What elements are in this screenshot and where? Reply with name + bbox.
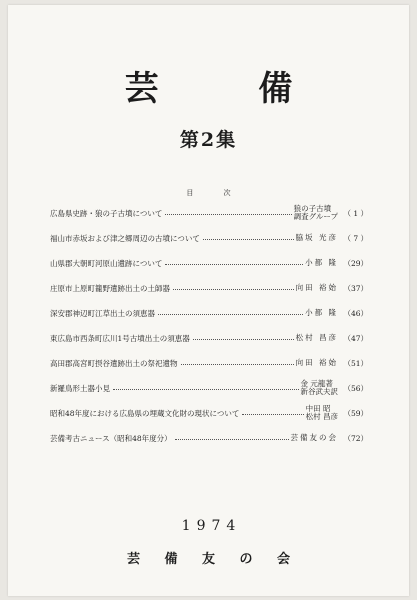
- author-name: 狼の子古墳: [293, 203, 332, 213]
- toc-entry: [50, 403, 368, 421]
- toc-entry: [50, 357, 368, 369]
- toc-entry: [50, 432, 368, 444]
- dot-leader: [242, 414, 303, 415]
- toc-entry: [50, 203, 368, 221]
- toc-entry-page: （72）: [343, 433, 368, 443]
- author-name: 松村 昌彦: [295, 332, 338, 342]
- dot-leader: [173, 289, 294, 290]
- toc-entry-title: 昭和48年度における広島県の埋蔵文化財の現状について: [50, 408, 240, 418]
- publication-year: 1974: [181, 518, 242, 534]
- journal-title: 芸 備: [124, 69, 337, 109]
- toc-heading: 目 次: [186, 189, 245, 197]
- table-of-contents: [50, 203, 368, 457]
- toc-entry: [50, 282, 368, 294]
- author-name: 向田 裕始: [295, 357, 338, 367]
- dot-leader: [165, 214, 291, 215]
- toc-entry-authors: [296, 284, 338, 293]
- toc-entry-title: 高田郡高宮町摂谷遺跡出土の祭祀遺物: [50, 358, 178, 368]
- toc-entry-page: （ 7 ）: [343, 233, 368, 243]
- toc-entry-page: （47）: [343, 333, 368, 343]
- toc-entry-page: （46）: [343, 308, 368, 318]
- toc-entry: [50, 307, 368, 319]
- toc-entry-title: 山県郡大朝町河原山遺跡について: [50, 258, 163, 268]
- author-name: 金 元龍著: [300, 378, 333, 388]
- author-name: 小都 隆: [305, 257, 338, 267]
- toc-entry-page: （ 1 ）: [343, 208, 368, 218]
- toc-entry-page: （59）: [343, 408, 368, 418]
- toc-entry-page: （37）: [343, 283, 368, 293]
- author-name: 脇坂 光彦: [295, 232, 338, 242]
- toc-entry: [50, 232, 368, 244]
- toc-entry-page: （56）: [343, 383, 368, 393]
- toc-entry-title: 福山市赤坂および津之郷周辺の古墳について: [50, 233, 200, 243]
- author-name: 松村 昌彦: [305, 412, 338, 421]
- toc-entry: [50, 378, 368, 396]
- toc-entry-authors: [291, 434, 339, 443]
- toc-entry: [50, 257, 368, 269]
- dot-leader: [181, 364, 294, 365]
- toc-entry-authors: [296, 234, 338, 243]
- toc-entry-title: 芸備考古ニュース（昭和48年度分）: [50, 433, 172, 443]
- author-name: 向田 裕始: [295, 282, 338, 292]
- toc-entry-authors: [306, 405, 338, 422]
- toc-entry-authors: [294, 205, 338, 222]
- toc-entry-title: 庄原市上原町籠野遺跡出土の土師器: [50, 283, 170, 293]
- author-name: 小都 隆: [305, 307, 338, 317]
- toc-entry-authors: [296, 334, 338, 343]
- dot-leader: [158, 314, 303, 315]
- toc-entry-title: 新羅鳥形土器小見: [50, 383, 110, 393]
- dot-leader: [193, 339, 294, 340]
- toc-entry-authors: [305, 309, 338, 318]
- author-name: 芸備友の会: [290, 432, 338, 442]
- author-name: 中田 昭: [305, 403, 331, 413]
- toc-entry-title: 深安郡神辺町江草出土の須恵器: [50, 308, 155, 318]
- document-page: [8, 5, 409, 596]
- dot-leader: [175, 439, 289, 440]
- toc-entry-title: 東広島市西条町広川1号古墳出土の須恵器: [50, 333, 190, 343]
- toc-entry-title: 広島県史跡・狼の子古墳について: [50, 208, 163, 218]
- dot-leader: [203, 239, 294, 240]
- author-name: 新谷武夫訳: [300, 387, 338, 396]
- dot-leader: [113, 389, 299, 390]
- toc-entry-authors: [301, 380, 339, 397]
- author-name: 調査グループ: [293, 212, 338, 221]
- volume-number: 第2集: [179, 129, 238, 151]
- toc-entry-page: （29）: [343, 258, 368, 268]
- toc-entry-page: （51）: [343, 358, 368, 368]
- toc-entry-authors: [305, 259, 338, 268]
- toc-entry-authors: [296, 359, 338, 368]
- toc-entry: [50, 332, 368, 344]
- publisher-name: 芸 備 友 の 会: [126, 552, 301, 567]
- dot-leader: [165, 264, 303, 265]
